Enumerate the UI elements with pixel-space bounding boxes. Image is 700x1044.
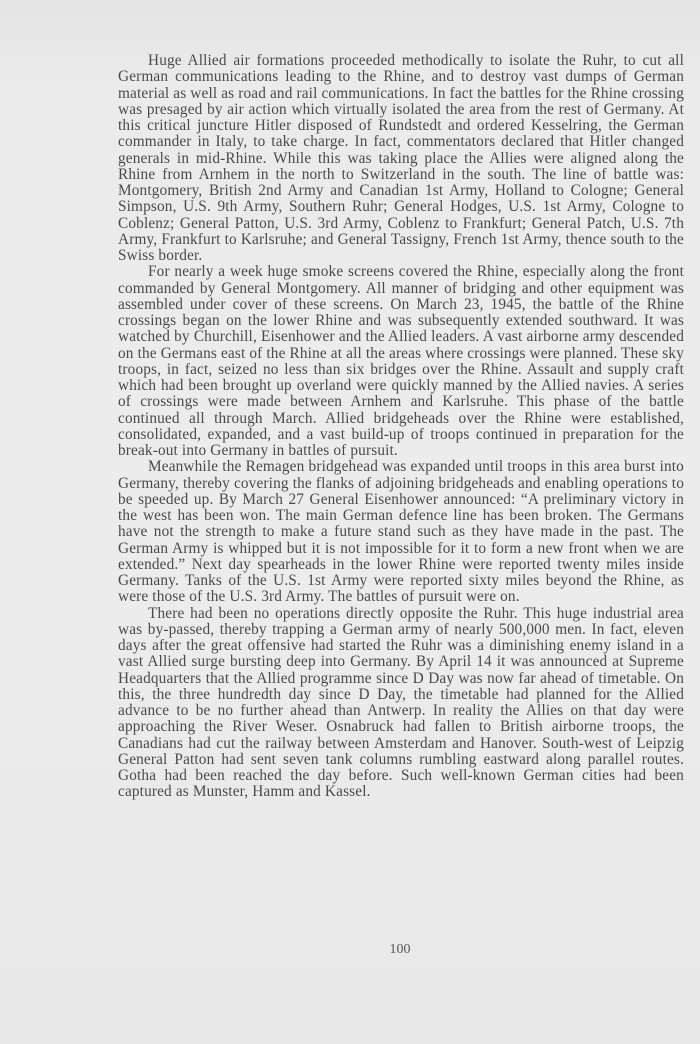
paragraph-4: There had been no operations directly opposite the Ruhr. This huge industrial area was by-passed, thereby trapping a German army of nearly 500,000 men. In fact, eleven days after the great offensive had started the Ruhr was a diminishing enemy island in a vast Allied surge bursting deep into Germany. By April 14 it was announced at Supreme Headquarters that the Allied programme since D Day was now far ahead of timetable. On this, the three hundredth day since D Day, the timetable had planned for the Allied advance to be no further ahead than Antwerp. In reality the Allies on that day were approaching the River Weser. Osnabruck had fallen to British airborne troops, the Canadians had cut the railway between Amsterdam and Hanover. South-west of Leipzig General Patton had sent seven tank columns rumbling eastward along parallel routes. Gotha had been reached the day before. Such well-known German cities had been captured as Munster, Hamm and Kassel.: [118, 604, 684, 801]
paragraph-1: Huge Allied air formations proceeded methodically to isolate the Ruhr, to cut all German communications leading to the Rhine, and to destroy vast dumps of German material as well as road and rail communications. In fact the battles for the Rhine crossing was presaged by air action which virtually isolated the area from the rest of Germany. At this critical juncture Hitler disposed of Rundstedt and ordered Kesselring, the German commander in Italy, to take charge. In fact, commentators declared that Hitler changed generals in mid-Rhine. While this was taking place the Allies were aligned along the Rhine from Arnhem in the north to Switzerland in the south. The line of battle was: Montgomery, British 2nd Army and Canadian 1st Army, Holland to Cologne; General Simpson, U.S. 9th Army, Southern Ruhr; General Hodges, U.S. 1st Army, Cologne to Coblenz; General Patton, U.S. 3rd Army, Coblenz to Frankfurt; General Patch, U.S. 7th Army, Frankfurt to Karlsruhe; and General Tassigny, French 1st Army, thence south to the Swiss border.: [118, 52, 685, 264]
body-text: [118, 53, 684, 801]
paragraph-3: Meanwhile the Remagen bridgehead was expanded until troops in this area burst into Germany, thereby covering the flanks of adjoining bridgeheads and enabling operations to be speeded up. By March 27 General Eisenhower announced: “A preliminary victory in the west has been won. The main German defence line has been broken. The Germans have not the strength to make a future stand such as they have made in the past. The German Army is whipped but it is not impossible for it to form a new front when we are extended.” Next day spearheads in the lower Rhine were reported twenty miles inside Germany. Tanks of the U.S. 1st Army were reported sixty miles beyond the Rhine, as were those of the U.S. 3rd Army. The battles of pursuit were on.: [118, 458, 684, 606]
paragraph-2: For nearly a week huge smoke screens covered the Rhine, especially along the front commanded by General Montgomery. All manner of bridging and other equipment was assembled under cover of these screens. On March 23, 1945, the battle of the Rhine crossings began on the lower Rhine and was subsequently extended southward. It was watched by Churchill, Eisenhower and the Allied leaders. A vast airborne army descended on the Germans east of the Rhine at all the areas where crossings were planned. These sky troops, in fact, seized no less than six bridges over the Rhine. Assault and supply craft which had been brought up overland were quickly manned by the Allied navies. A series of crossings were made between Arnhem and Karlsruhe. This phase of the battle continued all through March. Allied bridgeheads over the Rhine were established, consolidated, expanded, and a vast build-up of troops continued in preparation for the break-out into Germany in battles of pursuit.: [118, 263, 684, 459]
page-number: 100: [389, 942, 411, 957]
